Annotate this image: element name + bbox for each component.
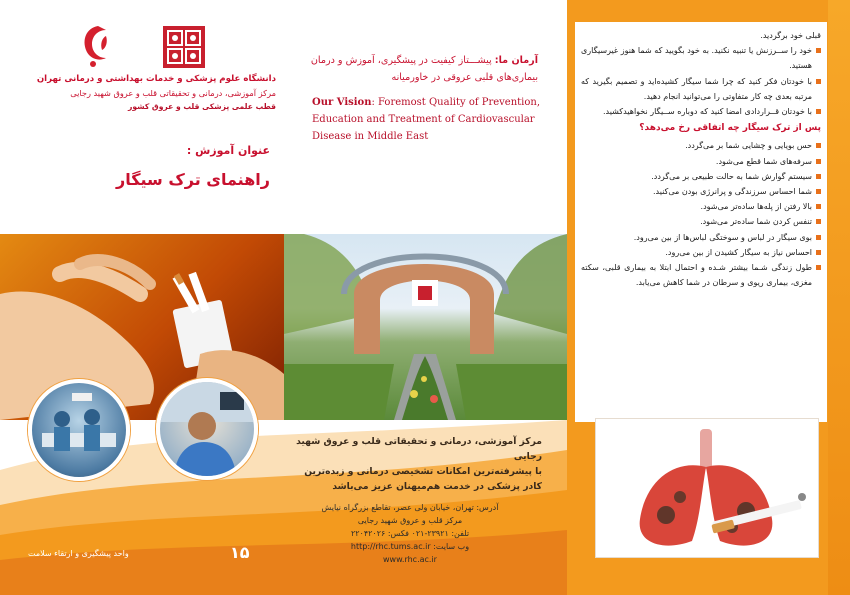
lungs-cigarette-icon [596, 419, 818, 557]
center-description [290, 434, 542, 494]
bullet-square-icon [816, 265, 821, 270]
bullet-square-icon [816, 159, 821, 164]
vision-persian-text: پیشـــتاز کیفیت در پیشگیری، آموزش و درمان بیماری‌های قلبی عروقی در خاورمیانه [310, 55, 538, 83]
prevention-unit-label: واحد پیشگیری و ارتقاء سلامت [28, 549, 129, 558]
list-item: حس بویایی و چشایی شما بر می‌گردد. [581, 138, 821, 153]
bullet-square-icon [816, 219, 821, 224]
university-logo-icon [76, 22, 116, 70]
vision-english-text: : Foremost Quality of Prevention, Education and Treatment of Cardiovascular Disease in Middle East [312, 97, 541, 142]
vision-english-label: Our Vision [312, 97, 372, 108]
bullet-square-icon [816, 189, 821, 194]
address-line: مرکز قلب و عروق شهید رجایی [357, 516, 463, 525]
lungs-illustration [595, 418, 819, 558]
vision-english [312, 94, 544, 145]
bullet-square-icon [816, 250, 821, 255]
bullet-square-icon [816, 204, 821, 209]
page-number: ۱۵ [230, 543, 250, 562]
back-panel [567, 0, 850, 595]
list-item: با خودتان فکر کنید که چرا شما سیگار کشیده‌اید و تصمیم بگیرید که مرتبه بعدی چه کار متفاوتی را می‌توانید انجام دهید. [581, 74, 821, 104]
patient-photo [156, 378, 258, 480]
vision-persian [296, 52, 538, 86]
after-quitting-heading: پس از ترک سیگار چه اتفاقی رخ می‌دهد؟ [639, 123, 821, 134]
list-item: بالا رفتن از پله‌ها ساده‌تر می‌شود. [581, 199, 821, 214]
organization-header [8, 72, 276, 114]
list-item: خود را ســرزنش یا تنبیه نکنید. به خود بگویید که شما هنوز غیرسیگاری هستید. [581, 43, 821, 73]
tips-card [575, 22, 827, 422]
list-item: بوی سیگار در لباس و سوختگی لباس‌ها از بین می‌رود. [581, 230, 821, 245]
hospital-logo-icon [163, 26, 205, 68]
list-item: طول زندگی شـما بیشتر شـده و احتمال ابتلا به بیماری قلبی، سکته مغزی، بیماری ریوی و سرطان در شما کاهش می‌یابد. [581, 260, 821, 290]
hub-name: قطب علمی پزشکی قلب و عروق کشور [127, 102, 276, 111]
orange-stripe [828, 0, 850, 595]
bullet-square-icon [816, 174, 821, 179]
list-item: سیستم گوارش شما به حالت طبیعی بر می‌گردد. [581, 169, 821, 184]
contact-address [292, 501, 528, 566]
list-item: شما احساس سرزندگی و پرانرژی بودن می‌کنید. [581, 184, 821, 199]
university-name: دانشگاه علوم پزشکی و خدمات بهداشتی و درمانی تهران [36, 74, 276, 84]
center-description-line: کادر پزشکی در خدمت هم‌میهنان عزیز می‌باشد [332, 481, 542, 492]
operating-room-photo [28, 379, 130, 481]
bullet-square-icon [816, 143, 821, 148]
training-title-label: عنوان آموزش : [186, 144, 270, 157]
address-line: آدرس: تهران، خیابان ولی عصر، تقاطع بزرگراه نیایش [321, 503, 499, 512]
center-name: مرکز آموزشی، درمانی و تحقیقاتی قلب و عروق شهید رجایی [70, 88, 276, 98]
training-title: راهنمای ترک سیگار [116, 170, 270, 189]
list-item: احساس نیاز به سیگار کشیدن از بین می‌رود. [581, 245, 821, 260]
quit-tips [581, 28, 821, 290]
bullet-square-icon [816, 235, 821, 240]
website-url[interactable]: www.rhc.ac.ir [383, 555, 437, 564]
hospital-gate-photo [284, 234, 567, 420]
bullet-square-icon [816, 79, 821, 84]
phone-fax: تلفن: ۲۳۹۲۱-۰۲۱ فکس: ۲۲۰۴۲۰۲۶ [350, 529, 470, 538]
bullet-square-icon [816, 109, 821, 114]
tips-intro: قبلی خود برگردید. [760, 31, 821, 40]
bullet-square-icon [816, 48, 821, 53]
website-line[interactable]: وب سایت: http://rhc.tums.ac.ir [350, 542, 470, 551]
list-item: با خودتان قــراردادی امضا کنید که دوباره ســیگار نخواهیدکشید. [581, 104, 821, 119]
vision-persian-label: آرمان ما: [494, 55, 538, 66]
center-description-line: مرکز آموزشی، درمانی و تحقیقاتی قلب و عروق شهید رجایی [296, 436, 542, 462]
list-item: تنفس کردن شما ساده‌تر می‌شود. [581, 214, 821, 229]
center-description-line: با پیشرفته‌ترین امکانات تشخیصی درمانی و زبده‌ترین [304, 466, 542, 477]
list-item: سرفه‌های شما قطع می‌شود. [581, 154, 821, 169]
